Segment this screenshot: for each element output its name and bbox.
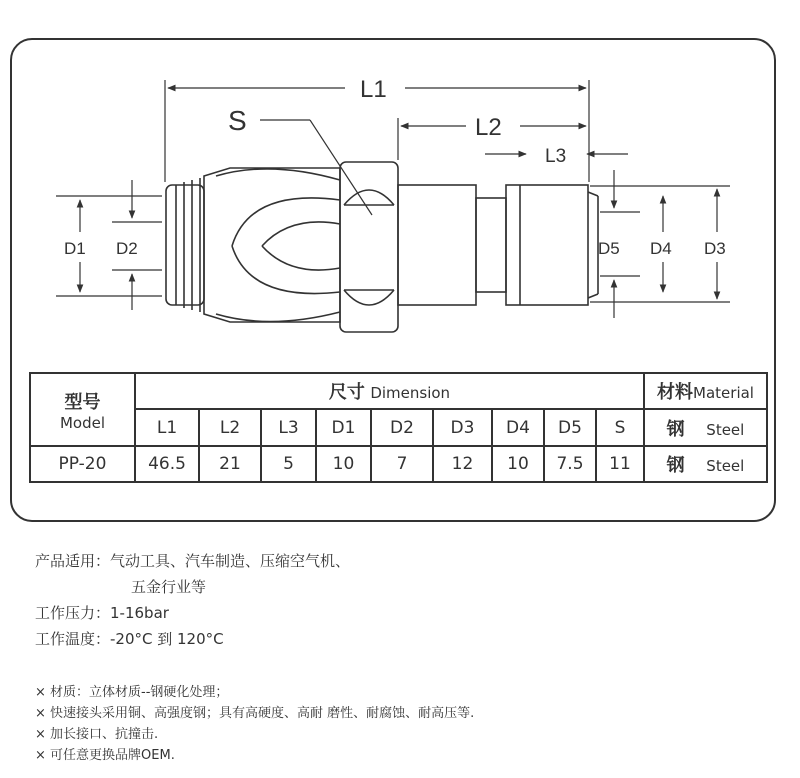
cell-material-cn: 钢 [666, 455, 685, 476]
cell-D2: 7 [371, 446, 433, 482]
body-petals [204, 168, 340, 322]
usage-label: 产品适用： [35, 552, 111, 570]
material-header-en: Material [693, 384, 754, 402]
plug-shaft [398, 185, 598, 305]
col-D5: D5 [544, 409, 596, 446]
technical-drawing [0, 0, 800, 370]
usage-line [35, 548, 350, 574]
working-pressure: 工作压力：1-16bar [35, 604, 169, 622]
label-L1: L1 [360, 76, 387, 103]
cell-L1: 46.5 [135, 446, 199, 482]
label-S: S [228, 105, 247, 136]
material-header [644, 373, 767, 409]
cell-material-en: Steel [706, 457, 745, 475]
feature-list [35, 682, 474, 766]
spec-table [29, 372, 768, 483]
model-header-en: Model [59, 413, 106, 432]
label-D5: D5 [598, 239, 620, 258]
model-header [30, 373, 135, 446]
list-item: × 材质：立体材质--钢硬化处理； [35, 685, 229, 700]
label-L3: L3 [545, 146, 567, 167]
dimension-header-en: Dimension [370, 384, 451, 402]
list-item: × 快速接头采用铜、高强度钢；具有高硬度、高耐 磨性、耐腐蚀、耐高压等. [35, 706, 475, 721]
col-L3: L3 [261, 409, 316, 446]
cell-S: 11 [596, 446, 644, 482]
material-sub-header [644, 409, 767, 446]
label-D1: D1 [64, 239, 86, 258]
cell-L3: 5 [261, 446, 316, 482]
usage-text-2: 五金行业等 [131, 578, 207, 596]
col-L1: L1 [135, 409, 199, 446]
cell-L2: 21 [199, 446, 261, 482]
working-temperature: 工作温度：-20°C 到 120°C [35, 630, 224, 648]
cell-D3: 12 [433, 446, 492, 482]
dimension-header [135, 373, 644, 409]
model-header-cn: 型号 [64, 391, 101, 413]
cell-D4: 10 [492, 446, 544, 482]
list-item: × 加长接口、抗撞击. [35, 727, 159, 742]
material-header-cn: 材料 [657, 382, 694, 403]
col-S: S [596, 409, 644, 446]
table-row [30, 446, 767, 482]
list-item: × 可任意更换品牌OEM. [35, 748, 175, 763]
ribbed-end [166, 178, 204, 312]
cell-material [644, 446, 767, 482]
col-D2: D2 [371, 409, 433, 446]
dimension-header-cn: 尺寸 [328, 382, 365, 403]
col-D4: D4 [492, 409, 544, 446]
product-notes [35, 548, 350, 652]
cell-D5: 7.5 [544, 446, 596, 482]
col-D3: D3 [433, 409, 492, 446]
cell-D1: 10 [316, 446, 371, 482]
col-D1: D1 [316, 409, 371, 446]
label-L2: L2 [475, 114, 502, 141]
label-D3: D3 [704, 239, 726, 258]
cell-model: PP-20 [30, 446, 135, 482]
hex-nut [340, 162, 398, 332]
label-D2: D2 [116, 239, 138, 258]
material-sub-en: Steel [706, 420, 745, 439]
col-L2: L2 [199, 409, 261, 446]
material-sub-cn: 钢 [666, 418, 685, 440]
usage-text-1: 气动工具、汽车制造、压缩空气机、 [110, 552, 351, 570]
label-D4: D4 [650, 239, 672, 258]
